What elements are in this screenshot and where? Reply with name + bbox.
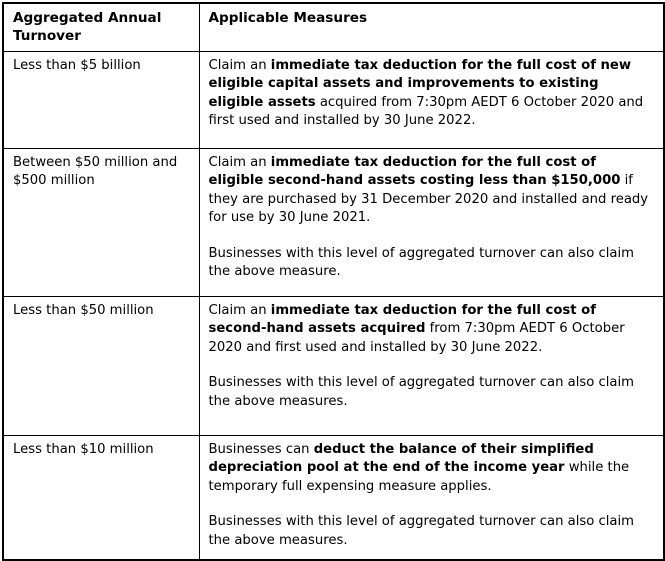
measure-paragraph [209, 513, 656, 550]
measure-text: Businesses with this level of aggregated turnover can also claim the above measures. [208, 514, 635, 548]
measure-paragraph [209, 441, 656, 496]
measure-paragraph [209, 374, 656, 411]
measure-text: from 7:30pm AEDT 6 October 2020 and first used and installed by 30 June 2022. [208, 321, 625, 355]
measure-text: acquired from 7:30pm AEDT 6 October 2020 and first used and installed by 30 June 2022. [208, 94, 644, 129]
measure-text: Claim an [208, 154, 271, 170]
measure-emphasis: immediate tax deduction for the full cost of second-hand assets acquired [208, 302, 596, 337]
measure-paragraph [209, 57, 656, 131]
measure-text: if they are purchased by 31 December 2020 and installed and ready for use by 30 June 2021. [208, 173, 649, 226]
cell-measures [199, 148, 664, 296]
measure-emphasis: deduct the balance of their simplified depreciation pool at the end of the income year [208, 441, 594, 476]
table-body [3, 51, 664, 560]
applicable-measures-table [2, 2, 665, 561]
measure-text: Businesses can [208, 441, 314, 457]
table-row [3, 296, 664, 435]
cell-measures [199, 435, 664, 560]
cell-turnover: Less than $5 billion [3, 51, 199, 148]
measure-paragraph [209, 154, 656, 228]
table-row [3, 148, 664, 296]
cell-turnover: Between $50 million and $500 million [3, 148, 199, 296]
measure-emphasis: immediate tax deduction for the full cost of eligible second-hand assets costing less than $150,000 [208, 154, 621, 189]
table-header [3, 3, 664, 51]
measure-text: while the temporary full expensing measure applies. [208, 460, 630, 494]
measure-text: Claim an [208, 57, 271, 73]
measure-paragraph [209, 302, 656, 357]
measure-emphasis: immediate tax deduction for the full cost of new eligible capital assets and improvements to existing eligible assets [208, 57, 632, 110]
cell-measures [199, 51, 664, 148]
table-header-row [3, 3, 664, 51]
table-row [3, 435, 664, 560]
cell-measures [199, 296, 664, 435]
measure-text: Businesses with this level of aggregated turnover can also claim the above measures. [208, 375, 635, 409]
column-header-measures: Applicable Measures [199, 3, 664, 51]
measure-text: Businesses with this level of aggregated turnover can also claim the above measure. [208, 245, 635, 280]
cell-turnover: Less than $10 million [3, 435, 199, 560]
measure-paragraph [209, 245, 656, 282]
column-header-turnover: Aggregated Annual Turnover [3, 3, 199, 51]
cell-turnover: Less than $50 million [3, 296, 199, 435]
measure-text: Claim an [208, 302, 271, 318]
table-row [3, 51, 664, 148]
